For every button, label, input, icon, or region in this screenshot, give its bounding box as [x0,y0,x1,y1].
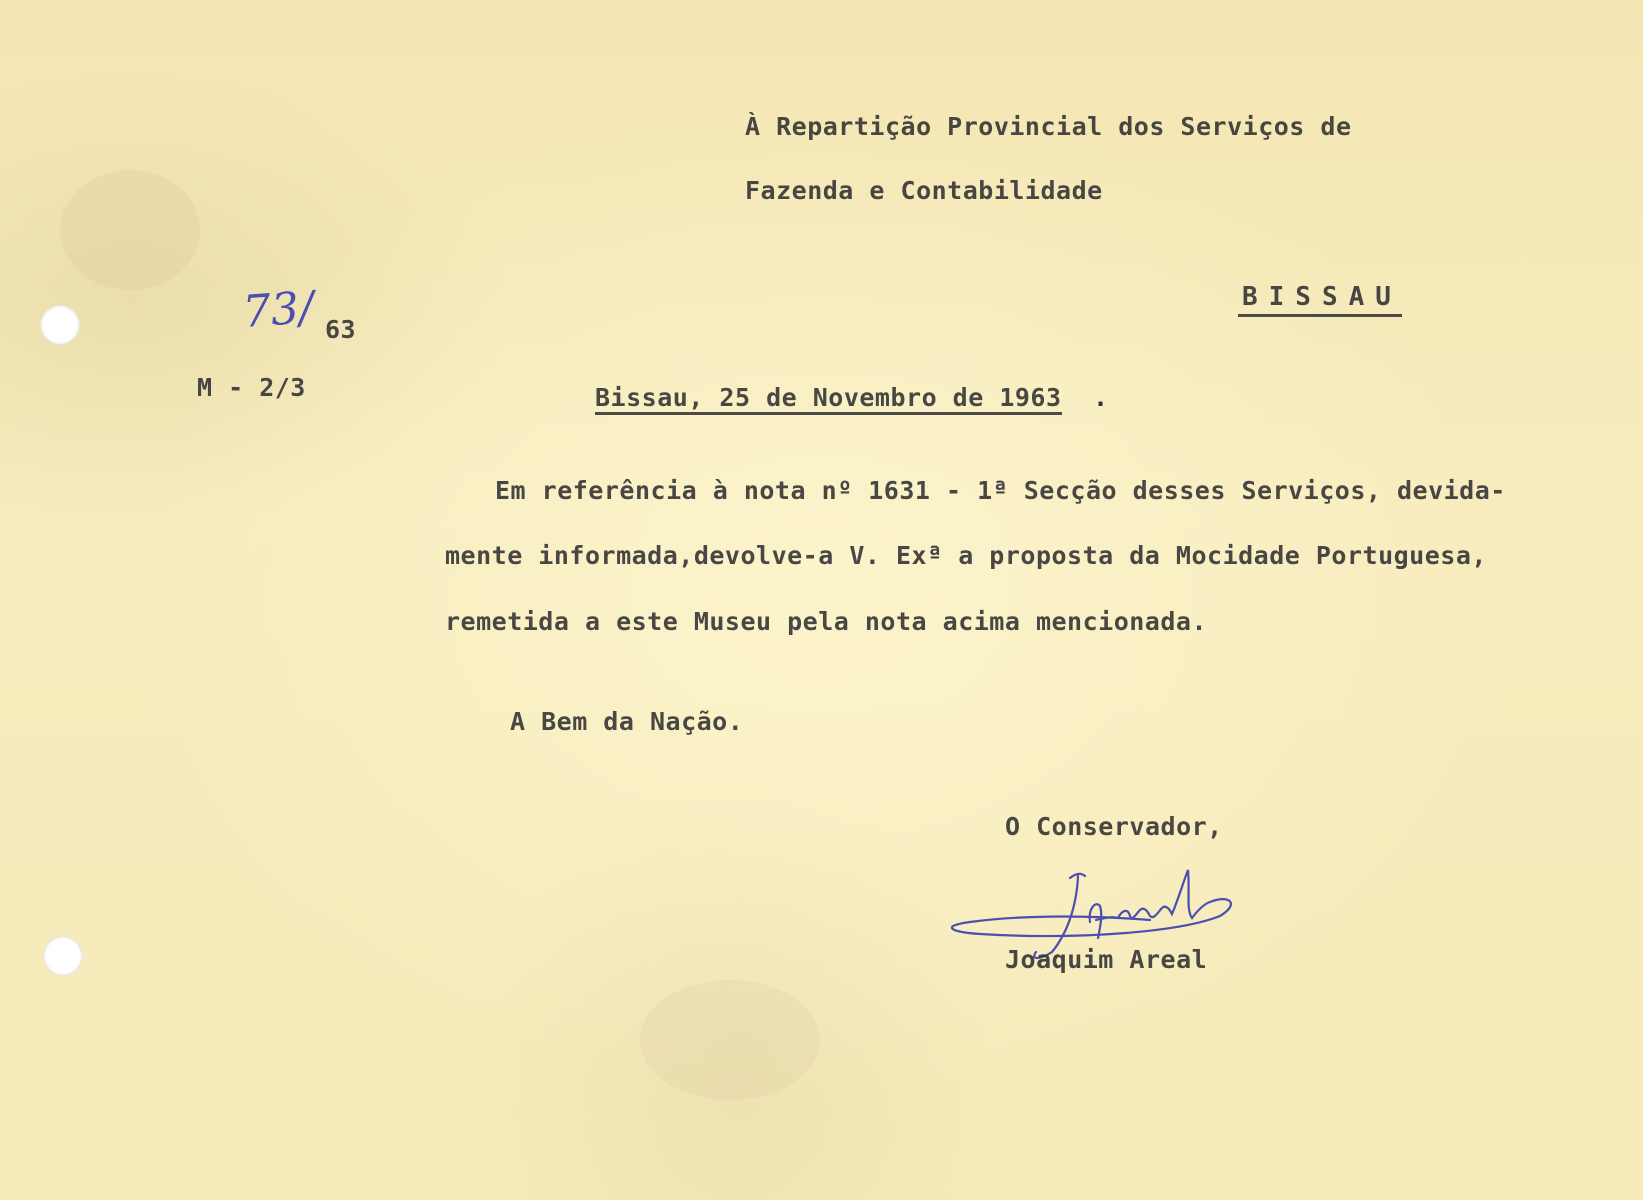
addressee-line-1: À Repartição Provincial dos Serviços de [745,112,1352,141]
reference-year: 63 [325,315,357,344]
closing-salutation: A Bem da Nação. [510,707,744,736]
letter-date-period: . [1093,383,1109,412]
signer-title: O Conservador, [1005,812,1223,841]
punch-hole-bottom [43,936,83,976]
letter-date: Bissau, 25 de Novembro de 1963 [595,383,1062,415]
paper-stain [640,980,820,1100]
body-line-3: remetida a este Museu pela nota acima mencionada. [445,607,1208,636]
body-line-2: mente informada,devolve-a V. Exª a proposta da Mocidade Portuguesa, [445,541,1487,570]
reference-code: M - 2/3 [197,373,306,402]
handwritten-reference-number: 73/ [241,282,316,338]
addressee-line-2: Fazenda e Contabilidade [745,176,1103,205]
paper-stain [60,170,200,290]
body-line-1: Em referência à nota nº 1631 - 1ª Secção desses Serviços, devida- [495,476,1506,505]
signer-name: Joaquim Areal [1005,945,1208,974]
addressee-city: BISSAU [1238,282,1402,317]
punch-hole-top [40,305,80,345]
